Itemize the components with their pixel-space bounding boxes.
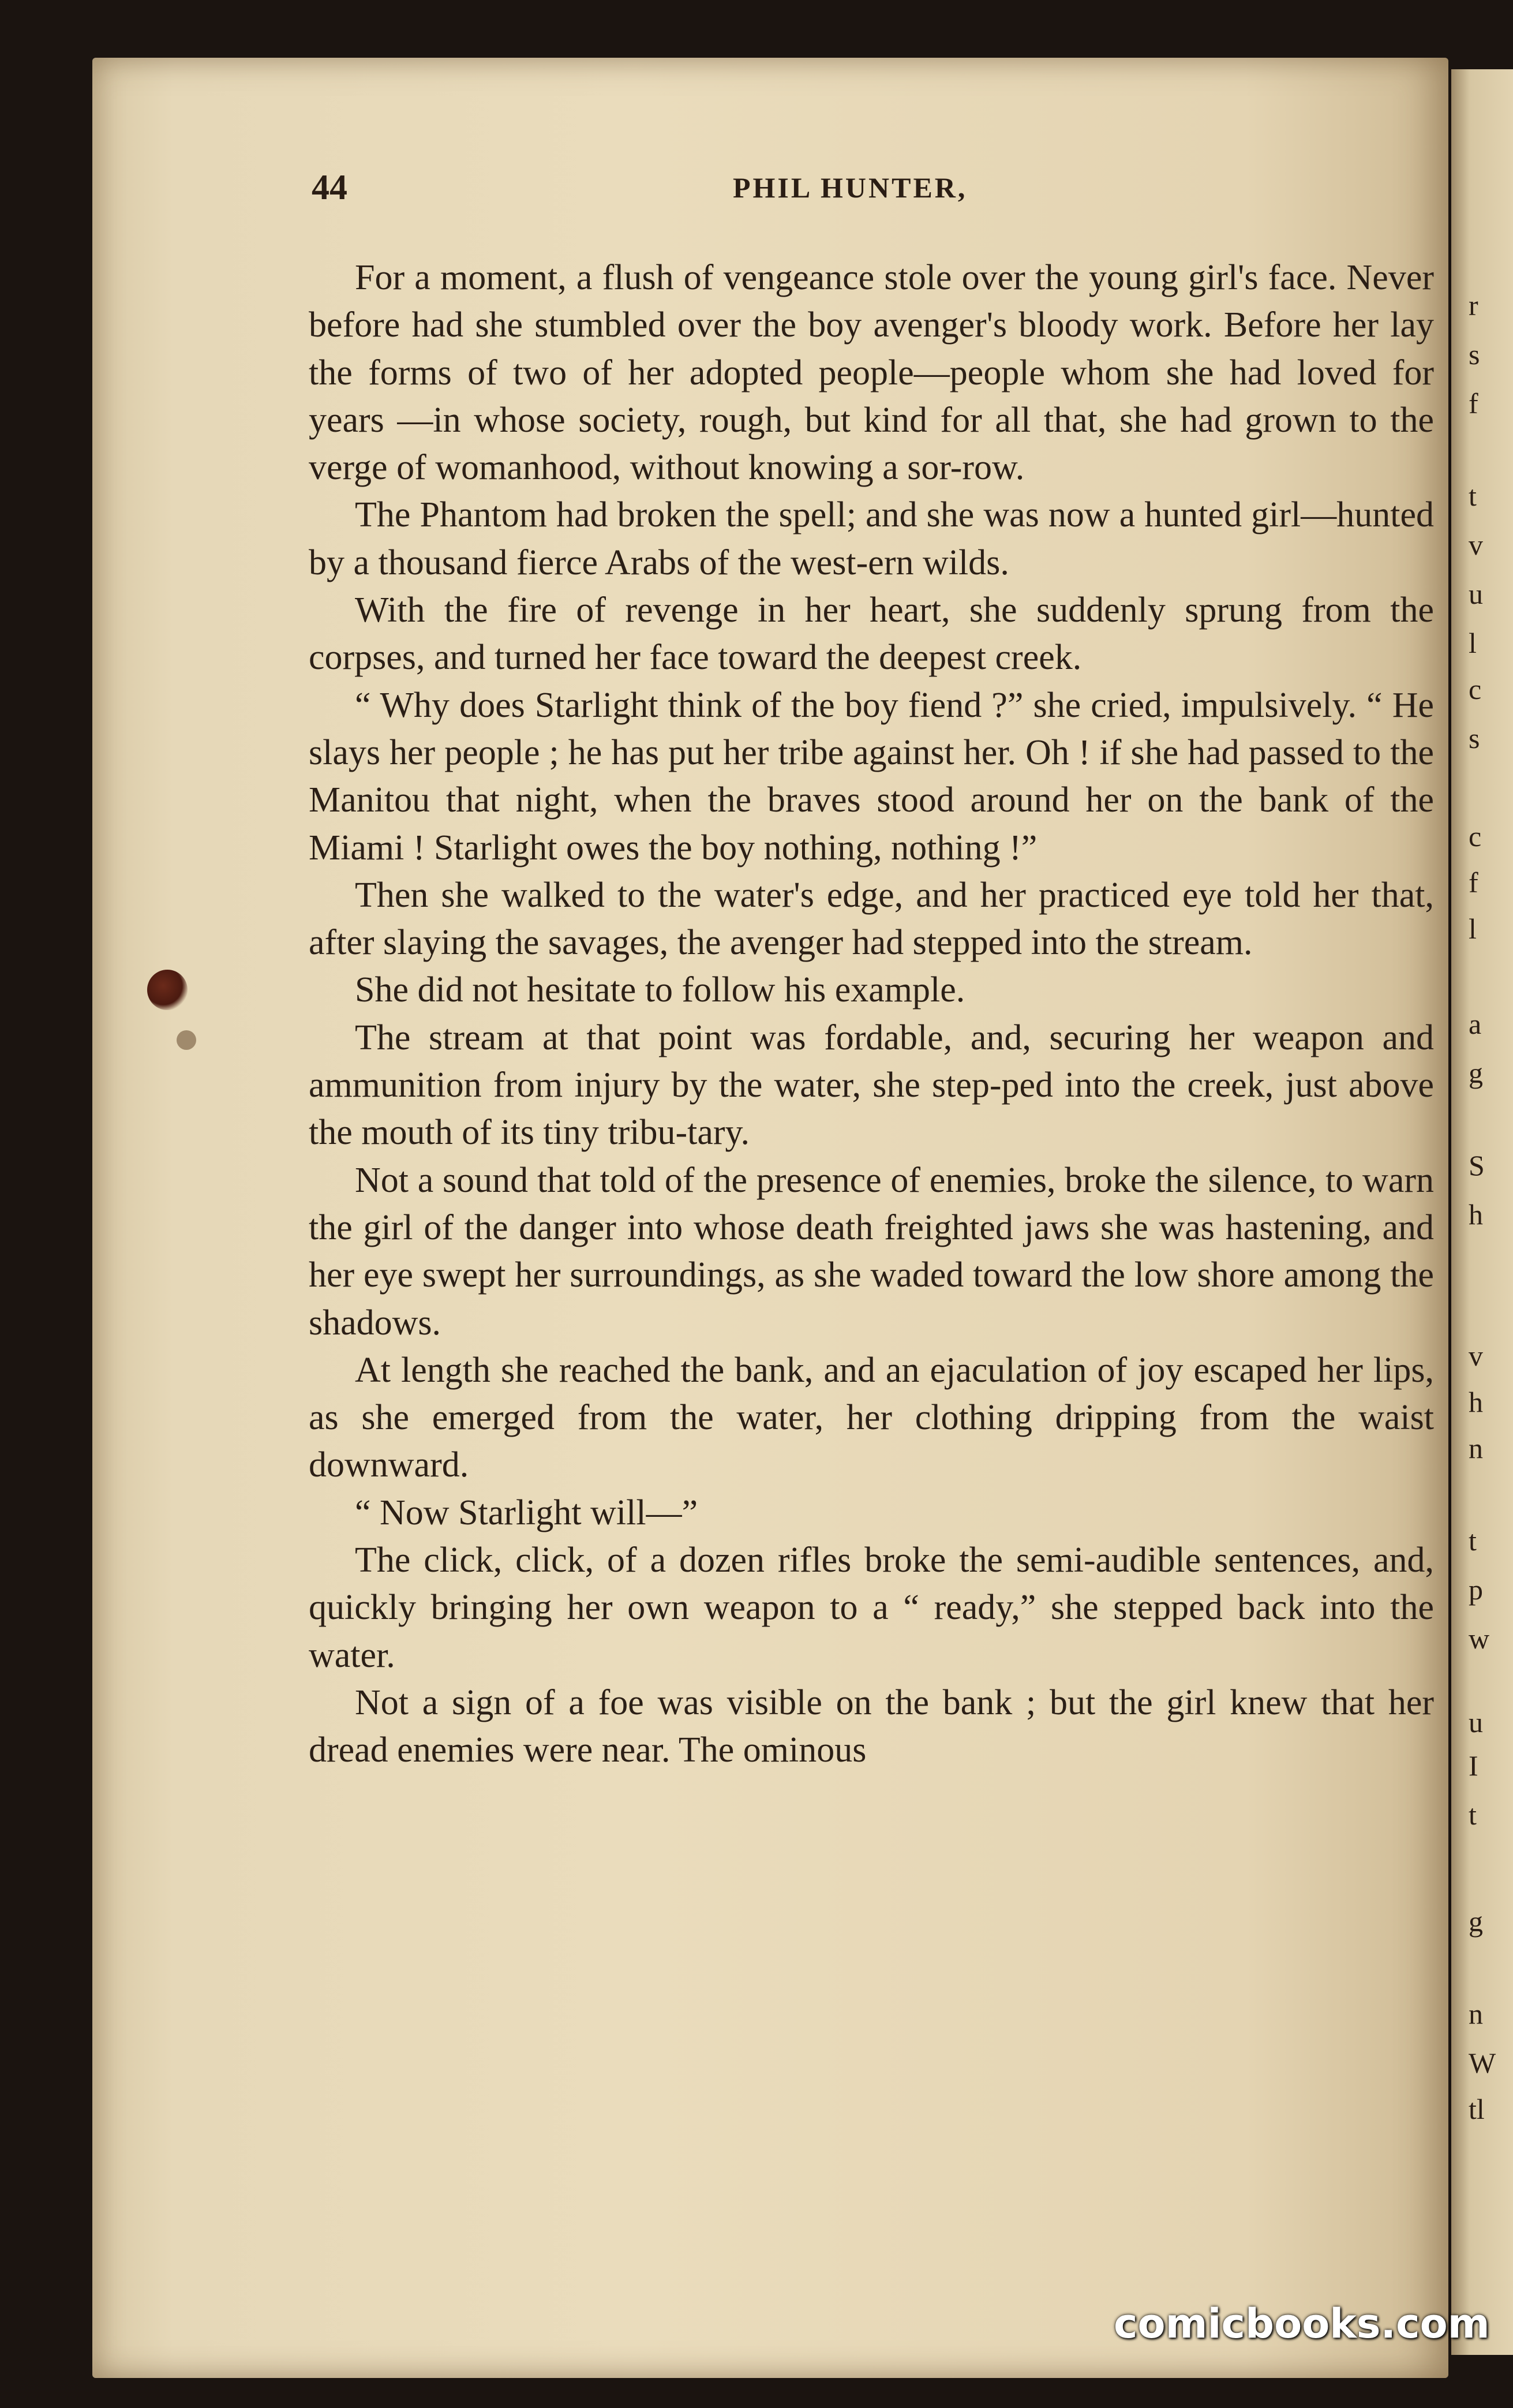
margin-fragment: v — [1469, 1340, 1483, 1372]
paper-spot — [177, 1030, 196, 1050]
margin-fragment: u — [1469, 1706, 1483, 1738]
margin-fragment: g — [1469, 1905, 1483, 1938]
margin-fragment: v — [1469, 529, 1483, 561]
margin-fragment: a — [1469, 1008, 1482, 1040]
margin-fragment: f — [1469, 387, 1478, 420]
margin-fragment: n — [1469, 1432, 1483, 1464]
running-head: PHIL HUNTER, — [733, 171, 968, 204]
paragraph: With the fire of revenge in her heart, she suddenly sprung from the corpses, and turned her face toward the deepest creek. — [309, 590, 1434, 678]
paragraph: “ Now Starlight will—” — [355, 1493, 698, 1532]
paragraph: At length she reached the bank, and an ejaculation of joy escaped her lips, as she emerged from the water, her clothing dripping from the waist downward. — [309, 1350, 1434, 1485]
margin-fragment: g — [1469, 1057, 1483, 1089]
body-text — [309, 254, 1434, 1774]
paragraph: Then she walked to the water's edge, and her practiced eye told her that, after slaying the savages, the avenger had stepped into the stream. — [309, 875, 1434, 963]
margin-fragment: p — [1469, 1573, 1483, 1606]
margin-fragment: r — [1469, 289, 1478, 321]
margin-fragment: W — [1469, 2047, 1496, 2079]
margin-fragment: c — [1469, 820, 1482, 852]
paragraph: She did not hesitate to follow his example. — [355, 970, 965, 1010]
margin-fragment: h — [1469, 1386, 1483, 1418]
margin-fragment: t — [1469, 480, 1477, 512]
margin-fragment: c — [1469, 673, 1482, 705]
margin-fragment: I — [1469, 1749, 1478, 1782]
margin-fragment: tl — [1469, 2093, 1485, 2125]
paragraph: For a moment, a flush of vengeance stole over the young girl's face. Never before had she stumbled over the boy avenger's bloody work. Before her lay the forms of two of her adopted people—people whom she had loved for years —in whose society, rough, but kind for all that, she had grown to the verge of womanhood, without knowing a sor-row. — [309, 258, 1434, 488]
page-header — [312, 167, 1443, 214]
page-number: 44 — [312, 168, 347, 207]
paragraph: The Phantom had broken the spell; and she was now a hunted girl—hunted by a thousand fierce Arabs of the west-ern wilds. — [309, 495, 1434, 582]
margin-fragment: S — [1469, 1149, 1485, 1181]
margin-fragment: s — [1469, 338, 1480, 371]
paragraph: Not a sign of a foe was visible on the bank ; but the girl knew that her dread enemies were near. The ominous — [309, 1682, 1434, 1770]
paragraph: “ Why does Starlight think of the boy fiend ?” she cried, impulsively. “ He slays her people ; he has put her tribe against her. Oh ! if she had passed to the Manitou that night, when the braves stood around her on the bank of the Miami ! Starlight owes the boy nothing, nothing !” — [309, 685, 1434, 868]
paragraph: Not a sound that told of the presence of enemies, broke the silence, to warn the girl of the danger into whose death freighted jaws she was hastening, and her eye swept her surroundings, as she waded toward the low shore among the shadows. — [309, 1160, 1434, 1343]
margin-fragment: u — [1469, 578, 1483, 610]
margin-fragment: h — [1469, 1198, 1483, 1231]
margin-fragment: s — [1469, 722, 1480, 754]
margin-fragment: f — [1469, 866, 1478, 899]
watermark: comicbooks.com — [1114, 2300, 1490, 2347]
margin-fragment: n — [1469, 1998, 1483, 2030]
margin-fragment: l — [1469, 913, 1477, 945]
ink-stain — [147, 970, 188, 1010]
margin-fragment: l — [1469, 627, 1477, 659]
paragraph: The stream at that point was fordable, and, securing her weapon and ammunition from injury by the water, she step-ped into the creek, just above the mouth of its tiny tribu-tary. — [309, 1018, 1434, 1153]
margin-fragment: t — [1469, 1524, 1477, 1557]
margin-fragment: w — [1469, 1622, 1490, 1655]
paragraph: The click, click, of a dozen rifles broke the semi-audible sentences, and, quickly bringing her own weapon to a “ ready,” she stepped back into the water. — [309, 1540, 1434, 1675]
margin-fragment: t — [1469, 1798, 1477, 1831]
